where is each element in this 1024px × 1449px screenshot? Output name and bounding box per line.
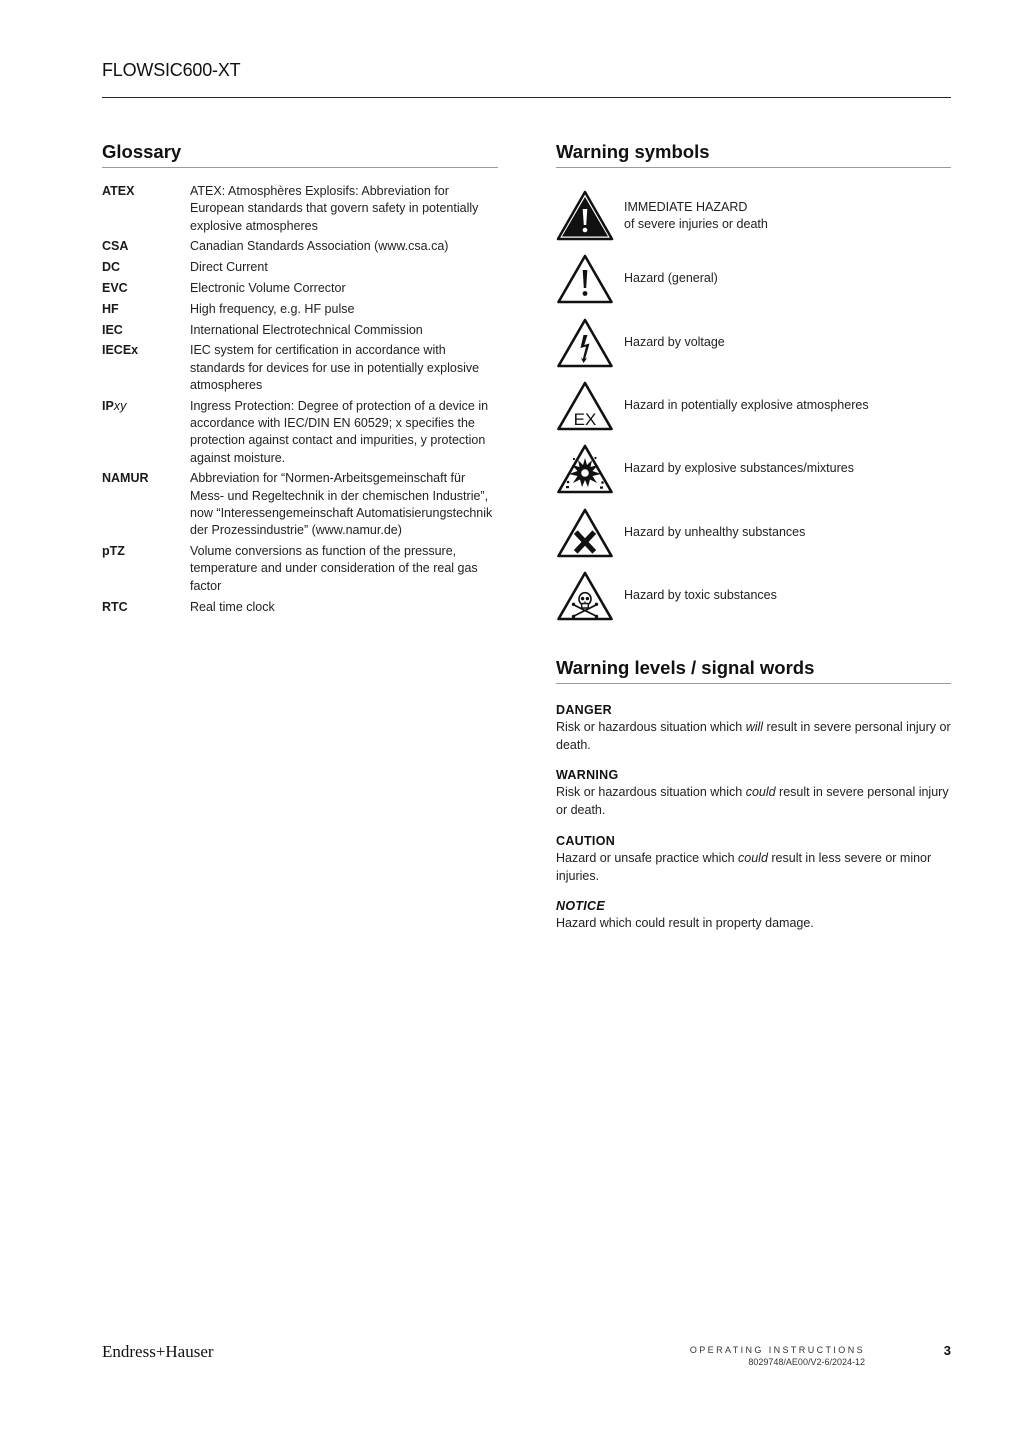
glossary-description: Abbreviation for “Normen-Arbeitsgemeinschaft für Mess- und Regeltechnik in der chemischen Industrie”, now “Interessengemeinschaft Automatisierungstechnik der Prozessindustrie” (www.namur.de) [190, 471, 493, 538]
page-number: 3 [943, 1343, 951, 1358]
glossary-description: Ingress Protection: Degree of protection of a device in accordance with IEC/DIN EN 60529; x specifies the protection against contact and impurities, y protection against moisture. [190, 398, 489, 465]
immediate-hazard-icon [556, 190, 614, 242]
glossary-row [102, 470, 498, 543]
description-emphasis: could [738, 851, 768, 866]
warning-symbol-row [556, 507, 951, 559]
warning-symbol-label [624, 199, 768, 234]
document-title: FLOWSIC600-XT [102, 60, 241, 80]
glossary-term-suffix: xy [113, 398, 127, 413]
document-type: OPERATING INSTRUCTIONS [689, 1345, 865, 1355]
glossary-table [102, 183, 498, 619]
glossary-term: ATEX [102, 184, 135, 198]
signal-word-description: Hazard which could result in property damage. [556, 916, 814, 931]
signal-word-description [556, 850, 951, 885]
glossary-description: ATEX: Atmosphères Explosifs: Abbreviation for European standards that govern safety in potentially explosive atmospheres [190, 184, 479, 233]
glossary-row [102, 238, 498, 259]
glossary-term: NAMUR [102, 471, 149, 486]
glossary-term: IP [102, 398, 114, 413]
warning-symbols-heading: Warning symbols [556, 141, 951, 168]
warning-symbol-label: Hazard by explosive substances/mixtures [624, 461, 854, 475]
signal-word: NOTICE [556, 899, 606, 913]
description-text: result in severe personal injury or death. [556, 720, 951, 752]
glossary-description: IEC system for certification in accordance with standards for devices for use in potentially explosive atmospheres [190, 343, 480, 392]
description-text: Hazard or unsafe practice which [556, 851, 739, 866]
warning-symbol-row [556, 253, 951, 305]
glossary-row [102, 599, 498, 620]
glossary-description: International Electrotechnical Commission [190, 322, 423, 337]
glossary-term: DC [102, 260, 121, 275]
warning-symbol-title: IMMEDIATE HAZARD [624, 200, 748, 214]
unhealthy-substances-icon [556, 507, 614, 559]
glossary-description: High frequency, e.g. HF pulse [190, 301, 355, 316]
warning-symbol-row [556, 380, 951, 432]
ex-mark-text: EX [573, 410, 597, 429]
glossary-row [102, 259, 498, 280]
toxic-substances-icon [556, 570, 614, 622]
glossary-heading: Glossary [102, 141, 498, 168]
glossary-row [102, 342, 498, 397]
description-emphasis: will [745, 720, 764, 735]
glossary-row [102, 301, 498, 322]
warning-symbol-subtitle: of severe injuries or death [624, 217, 768, 232]
signal-word: DANGER [556, 703, 612, 717]
glossary-term: CSA [102, 239, 129, 254]
header-divider [102, 97, 951, 98]
glossary-term: pTZ [102, 544, 125, 559]
warning-symbol-row [556, 443, 951, 495]
description-text: Risk or hazardous situation which [556, 785, 746, 800]
signal-word: CAUTION [556, 834, 616, 848]
signal-word-description [556, 719, 951, 754]
warning-symbol-label: Hazard in potentially explosive atmospheres [624, 398, 869, 412]
glossary-term: IEC [102, 322, 123, 337]
glossary-term: HF [102, 301, 119, 316]
brand-logo: Endress+Hauser [102, 1342, 214, 1361]
glossary-description: Canadian Standards Association (www.csa.ca) [190, 239, 449, 254]
warning-symbol-label: Hazard by voltage [624, 335, 725, 349]
signal-word-warning [556, 767, 951, 819]
description-emphasis: could [745, 785, 776, 800]
glossary-row [102, 398, 498, 471]
glossary-term-cell [102, 398, 190, 471]
signal-word-description [556, 784, 951, 819]
explosive-substances-icon [556, 443, 614, 495]
description-text: result in severe personal injury or death. [556, 785, 949, 817]
warning-symbol-row [556, 570, 951, 622]
glossary-term: EVC [102, 280, 128, 295]
glossary-description: Electronic Volume Corrector [190, 280, 346, 295]
warning-symbol-label: Hazard by unhealthy substances [624, 525, 806, 539]
glossary-description: Direct Current [190, 260, 268, 275]
explosive-atmosphere-icon [556, 380, 614, 432]
glossary-row [102, 543, 498, 598]
signal-word: WARNING [556, 768, 619, 782]
warning-symbol-row [556, 317, 951, 369]
glossary-description: Real time clock [190, 599, 275, 614]
signal-word-caution [556, 833, 951, 885]
hazard-general-icon [556, 253, 614, 305]
hazard-voltage-icon [556, 317, 614, 369]
document-reference [640, 1344, 865, 1368]
glossary-row [102, 322, 498, 343]
warning-symbol-label: Hazard by toxic substances [624, 588, 777, 602]
description-text: Risk or hazardous situation which [556, 720, 746, 735]
description-text: result in less severe or minor injuries. [556, 851, 932, 883]
warning-symbol-row [556, 190, 951, 242]
glossary-row [102, 280, 498, 301]
glossary-description: Volume conversions as function of the pressure, temperature and under consideration of the real gas factor [190, 544, 478, 593]
glossary-term: RTC [102, 599, 128, 614]
warning-symbol-label: Hazard (general) [624, 271, 718, 285]
document-number: 8029748/AE00/V2-6/2024-12 [748, 1357, 865, 1367]
glossary-row [102, 183, 498, 238]
glossary-term: IECEx [102, 343, 139, 358]
signal-word-danger [556, 702, 951, 754]
signal-word-notice [556, 898, 951, 933]
warning-levels-heading: Warning levels / signal words [556, 657, 951, 684]
